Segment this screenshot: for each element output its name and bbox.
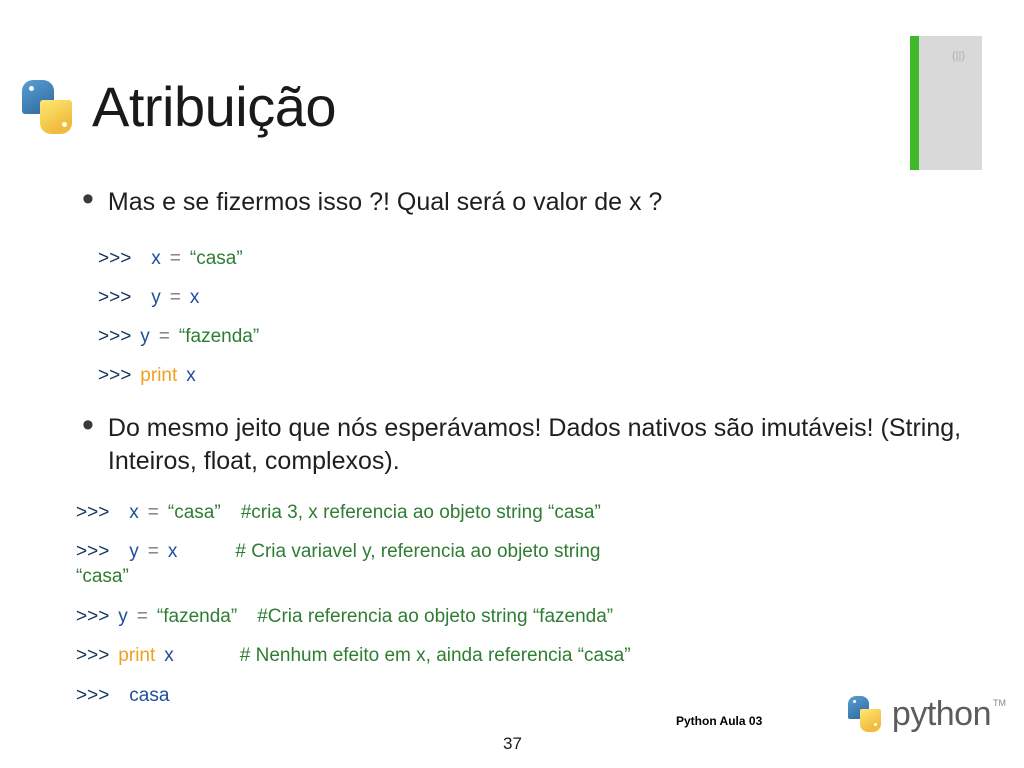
- code-var: y: [118, 606, 128, 627]
- slide-title-row: [18, 76, 336, 138]
- page-number: 37: [503, 734, 522, 753]
- code-var: x: [129, 502, 139, 523]
- code-line: [98, 365, 196, 387]
- bullet-item-2: [82, 406, 972, 478]
- corner-mark-label: (||): [952, 50, 966, 62]
- code-prompt: >>>: [76, 541, 110, 562]
- code-var: y: [151, 287, 161, 308]
- code-comment-continued: “casa”: [76, 566, 129, 587]
- code-var: x: [151, 248, 161, 269]
- code-line: [76, 502, 601, 524]
- code-line: [76, 541, 600, 563]
- code-line: [98, 248, 243, 270]
- bullet-text-2: Do mesmo jeito que nós esperávamos! Dados nativos são imutáveis! (String, Inteiros, float, complexos).: [107, 414, 962, 475]
- code-var: x: [186, 365, 196, 386]
- code-line: [98, 326, 259, 348]
- code-prompt: >>>: [98, 365, 132, 386]
- code-keyword: print: [140, 365, 178, 386]
- python-logo-icon-small: [846, 694, 886, 734]
- code-var2: x: [167, 541, 178, 562]
- code-comment: # Cria variavel y, referencia ao objeto string: [235, 541, 601, 562]
- code-prompt: >>>: [76, 685, 110, 706]
- python-wordmark: python: [891, 694, 991, 733]
- code-output: casa: [129, 685, 170, 706]
- code-operator: =: [169, 248, 181, 269]
- code-operator: =: [147, 502, 159, 523]
- code-keyword: print: [118, 645, 156, 666]
- code-operator: =: [136, 606, 148, 627]
- code-var: x: [164, 645, 174, 666]
- python-logo-icon: [18, 76, 80, 138]
- code-operator: =: [158, 326, 170, 347]
- bullet-item-1: [82, 180, 952, 219]
- footer-note: Python Aula 03: [676, 714, 763, 728]
- bullet-dot-icon: •: [82, 406, 94, 444]
- code-prompt: >>>: [98, 326, 132, 347]
- code-comment: #cria 3, x referencia ao objeto string “casa”: [240, 502, 601, 523]
- trademark-label: TM: [993, 698, 1006, 708]
- code-prompt: >>>: [76, 502, 110, 523]
- corner-decoration: [910, 36, 982, 170]
- code-var2: x: [189, 287, 200, 308]
- python-brand: [846, 694, 1006, 734]
- page-title: Atribuição: [92, 75, 337, 138]
- code-var: y: [140, 326, 150, 347]
- code-line: [98, 287, 199, 309]
- code-string: “casa”: [189, 248, 243, 269]
- code-var: y: [129, 541, 139, 562]
- code-operator: =: [147, 541, 159, 562]
- code-prompt: >>>: [98, 287, 132, 308]
- code-comment: #Cria referencia ao objeto string “fazenda”: [257, 606, 614, 627]
- code-comment: # Nenhum efeito em x, ainda referencia “casa”: [239, 645, 631, 666]
- code-operator: =: [169, 287, 181, 308]
- bullet-text-1: Mas e se fizermos isso ?! Qual será o valor de x ?: [107, 188, 663, 216]
- code-comment-wrap: [76, 566, 129, 588]
- code-string: “fazenda”: [178, 326, 260, 347]
- code-string: “fazenda”: [156, 606, 238, 627]
- code-string: “casa”: [167, 502, 221, 523]
- code-prompt: >>>: [76, 606, 110, 627]
- bullet-dot-icon: •: [82, 180, 94, 218]
- code-prompt: >>>: [98, 248, 132, 269]
- code-line: [76, 685, 169, 707]
- code-line: [76, 645, 631, 667]
- green-accent-bar: [910, 36, 919, 170]
- code-line: [76, 606, 613, 628]
- code-prompt: >>>: [76, 645, 110, 666]
